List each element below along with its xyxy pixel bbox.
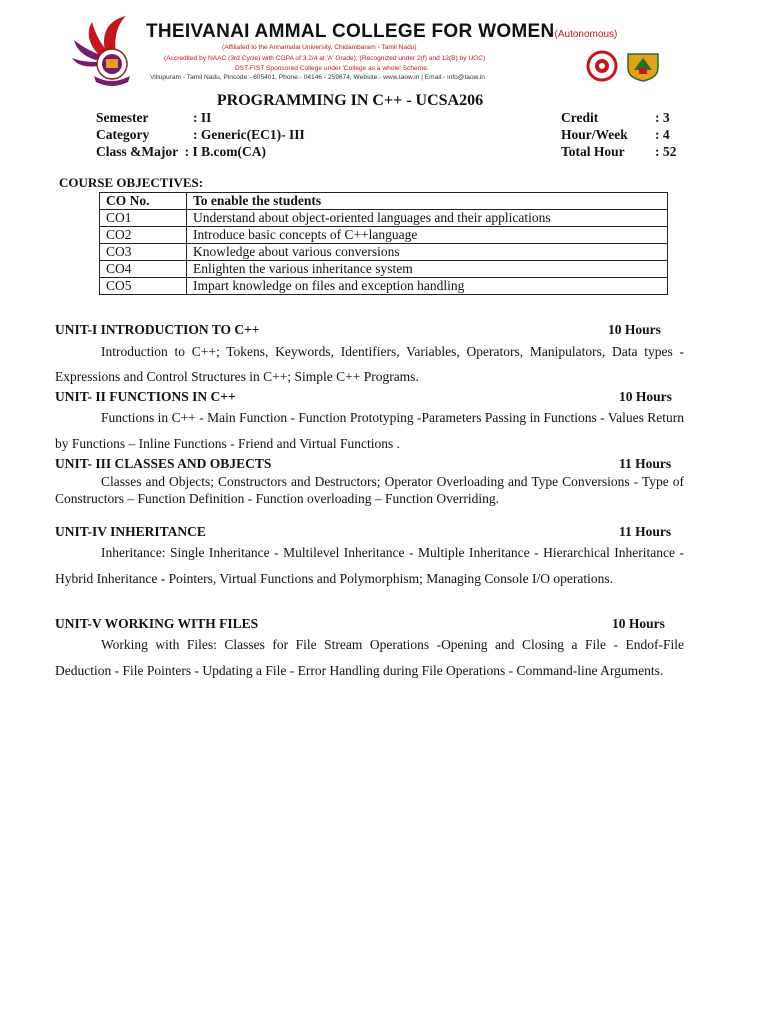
co-number: CO3 <box>100 244 187 261</box>
unit-4-hours: 11 Hours <box>619 524 672 539</box>
unit-2-hours: 10 Hours <box>619 389 672 404</box>
university-crest-icon <box>624 50 662 82</box>
unit-3-title: UNIT- III CLASSES AND OBJECTS <box>55 456 272 471</box>
co-text: Impart knowledge on files and exception handling <box>187 278 668 295</box>
co-text: Understand about object-oriented languages and their applications <box>187 210 668 227</box>
co-text: Enlighten the various inheritance system <box>187 261 668 278</box>
hourweek-label: Hour/Week <box>561 127 628 142</box>
course-objectives-table <box>99 192 668 295</box>
co-number: CO2 <box>100 227 187 244</box>
college-emblem-logo <box>70 14 150 88</box>
table-row <box>100 278 668 295</box>
co-number: CO4 <box>100 261 187 278</box>
affiliation-line: (Affiliated to the Annamalai University, Chidambaram - Tamil Nadu) <box>222 44 417 51</box>
co-text: Introduce basic concepts of C++language <box>187 227 668 244</box>
unit-1-title: UNIT-I INTRODUCTION TO C++ <box>55 322 260 337</box>
unit-3-hours: 11 Hours <box>619 456 672 471</box>
unit-2-body: Functions in C++ - Main Function - Function Prototyping -Parameters Passing in Functions - Values Return by Functions – Inline Functions - Friend and Virtual Functions . <box>55 410 684 451</box>
col-header-co-no: CO No. <box>100 193 187 210</box>
category-value: : Generic(EC1)- III <box>193 127 305 142</box>
semester-value: : II <box>193 110 212 125</box>
co-number: CO5 <box>100 278 187 295</box>
table-row <box>100 261 668 278</box>
unit-3-body: Classes and Objects; Constructors and Destructors; Operator Overloading and Type Conversions - Type of Constructors – Function Definition - Function overloading – Function Overriding. <box>55 474 684 506</box>
co-text: Knowledge about various conversions <box>187 244 668 261</box>
unit-4-title: UNIT-IV INHERITANCE <box>55 524 206 539</box>
totalhour-label: Total Hour <box>561 144 625 159</box>
table-row <box>100 244 668 261</box>
unit-5-hours: 10 Hours <box>612 616 665 631</box>
unit-5-body: Working with Files: Classes for File Stream Operations -Opening and Closing a File - Endof-File Deduction - File Pointers - Updating a File - Error Handling during File Operations - Command-line Arguments. <box>55 637 684 678</box>
credit-label: Credit <box>561 110 599 125</box>
accreditation-line: (Accredited by NAAC (3rd Cycle) with CGPA of 3.2/4 at 'A' Grade), (Recognized under 2(f) and 12(B) by UGC) <box>164 55 486 62</box>
category-label: Category <box>96 127 150 142</box>
college-name: THEIVANAI AMMAL COLLEGE FOR WOMEN(Autonomous) <box>146 21 618 42</box>
unit-4-body: Inheritance: Single Inheritance - Multilevel Inheritance - Multiple Inheritance - Hierarchical Inheritance - Hybrid Inheritance - Pointers, Virtual Functions and Polymorphism; Managing Console I/O operations. <box>55 545 684 586</box>
course-objectives-heading: COURSE OBJECTIVES: <box>59 175 204 190</box>
hourweek-value: : 4 <box>655 127 670 142</box>
table-row <box>100 210 668 227</box>
naac-seal-icon <box>586 50 618 82</box>
scheme-line: DST-FIST Sponsored College under 'College as a whole' Scheme. <box>235 65 429 72</box>
unit-2-title: UNIT- II FUNCTIONS IN C++ <box>55 389 236 404</box>
unit-5-title: UNIT-V WORKING WITH FILES <box>55 616 259 631</box>
table-header-row <box>100 193 668 210</box>
course-title: PROGRAMMING IN C++ - UCSA206 <box>216 92 484 109</box>
table-row <box>100 227 668 244</box>
unit-1-hours: 10 Hours <box>608 322 661 337</box>
semester-label: Semester <box>96 110 149 125</box>
totalhour-value: : 52 <box>655 144 677 159</box>
col-header-objective: To enable the students <box>187 193 668 210</box>
class-major: Class &Major : I B.com(CA) <box>96 144 266 159</box>
unit-1-body: Introduction to C++; Tokens, Keywords, Identifiers, Variables, Operators, Manipulators, Data types -Expressions and Control Structures in C++; Simple C++ Programs. <box>55 344 684 384</box>
contact-line: Villupuram - Tamil Nadu, Pincode:- 605401, Phone:- 04146 - 259674, Website:- www.taow.in | Email:- info@taow.in <box>150 74 485 81</box>
autonomous-label: (Autonomous) <box>554 29 618 40</box>
credit-value: : 3 <box>655 110 670 125</box>
co-number: CO1 <box>100 210 187 227</box>
